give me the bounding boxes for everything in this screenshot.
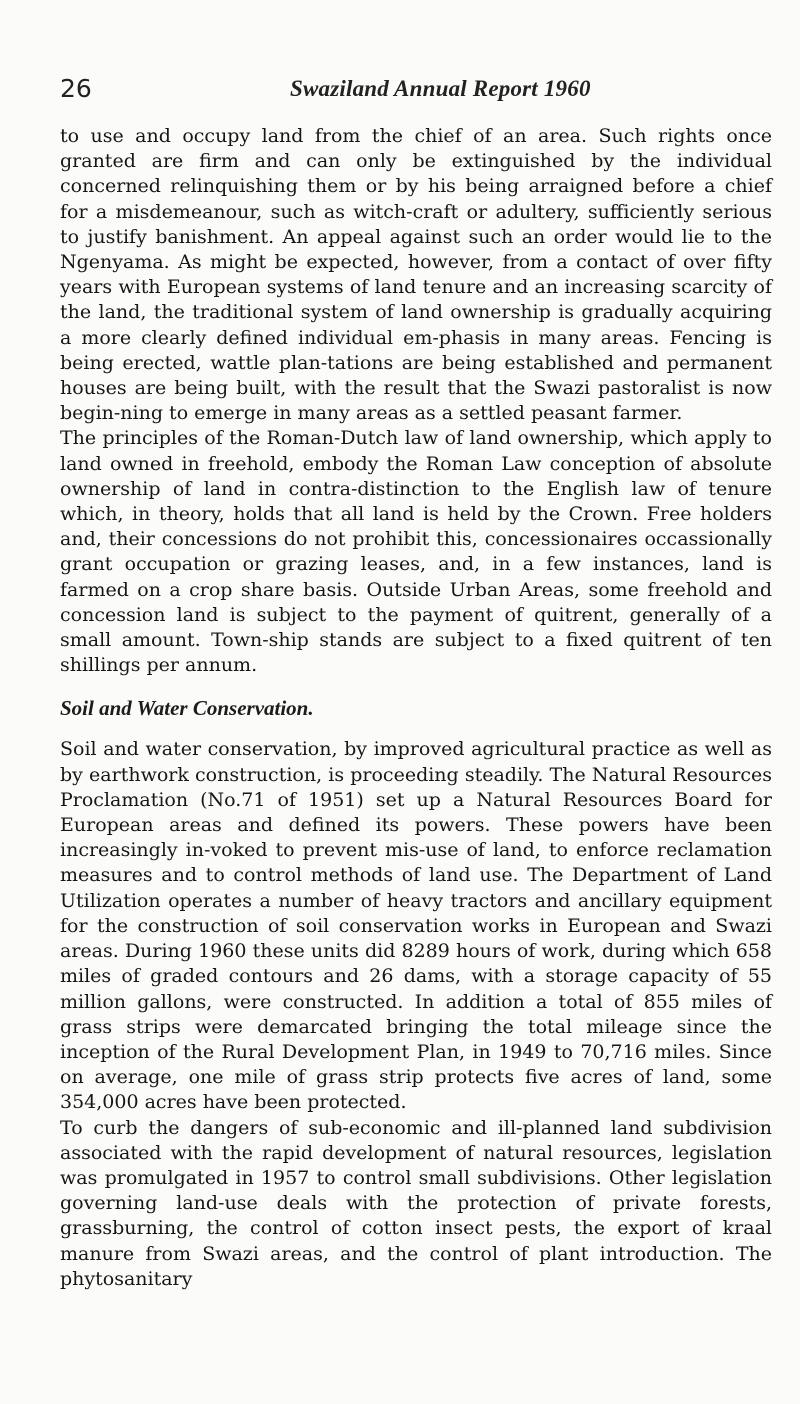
page-header bbox=[60, 74, 760, 114]
body-text bbox=[60, 124, 772, 1292]
section-heading: Soil and Water Conservation. bbox=[60, 696, 314, 721]
paragraph-1: to use and occupy land from the chief of an area. Such rights once granted are firm and can only be extinguished by the individual concerned relinquishing them or by his being arraigned before a chief for a misdemeanour, such as witch-craft or adultery, sufficiently serious to justify banishment. An appeal against such an order would lie to the Ngenyama. As might be expected, however, from a contact of over fifty years with European systems of land tenure and an increasing scarcity of the land, the traditional system of land ownership is gradually acquiring a more clearly defined individual em-phasis in many areas. Fencing is being erected, wattle plan-tations are being established and permanent houses are being built, with the result that the Swazi pastoralist is now begin-ning to emerge in many areas as a settled peasant farmer. bbox=[60, 125, 772, 425]
paragraph-4: To curb the dangers of sub-economic and ill-planned land subdivision associated with the rapid development of natural resources, legislation was promulgated in 1957 to control small subdivisions. Other legislation governing land-use deals with the protection of private forests, grassburning, the control of cotton insect pests, the export of kraal manure from Swazi areas, and the control of plant introduction. The phytosanitary bbox=[60, 1116, 772, 1290]
running-title: Swaziland Annual Report 1960 bbox=[290, 76, 591, 101]
paragraph-2: The principles of the Roman-Dutch law of land ownership, which apply to land owned in freehold, embody the Roman Law conception of absolute ownership of land in contra-distinction to the English law of tenure which, in theory, holds that all land is held by the Crown. Free holders and, their concessions do not prohibit this, concessionaires occassionally grant occupation or grazing leases, and, in a few instances, land is farmed on a crop share basis. Outside Urban Areas, some freehold and concession land is subject to the payment of quitrent, generally of a small amount. Town-ship stands are subject to a fixed quitrent of ten shillings per annum. bbox=[60, 427, 772, 677]
page-number: 26 bbox=[60, 74, 92, 103]
paragraph-3: Soil and water conservation, by improved agricultural practice as well as by earthwork construction, is proceeding steadily. The Natural Resources Proclamation (No.71 of 1951) set up a Natural Resources Board for European areas and defined its powers. These powers have been increasingly in-voked to prevent mis-use of land, to enforce reclamation measures and to control methods of land use. The Department of Land Utilization operates a number of heavy tractors and ancillary equipment for the construction of soil conservation works in European and Swazi areas. During 1960 these units did 8289 hours of work, during which 658 miles of graded contours and 26 dams, with a storage capacity of 55 million gallons, were constructed. In addition a total of 855 miles of grass strips were demarcated bringing the total mileage since the inception of the Rural Development Plan, in 1949 to 70,716 miles. Since on average, one mile of grass strip protects five acres of land, some 354,000 acres have been protected. bbox=[60, 738, 772, 1114]
